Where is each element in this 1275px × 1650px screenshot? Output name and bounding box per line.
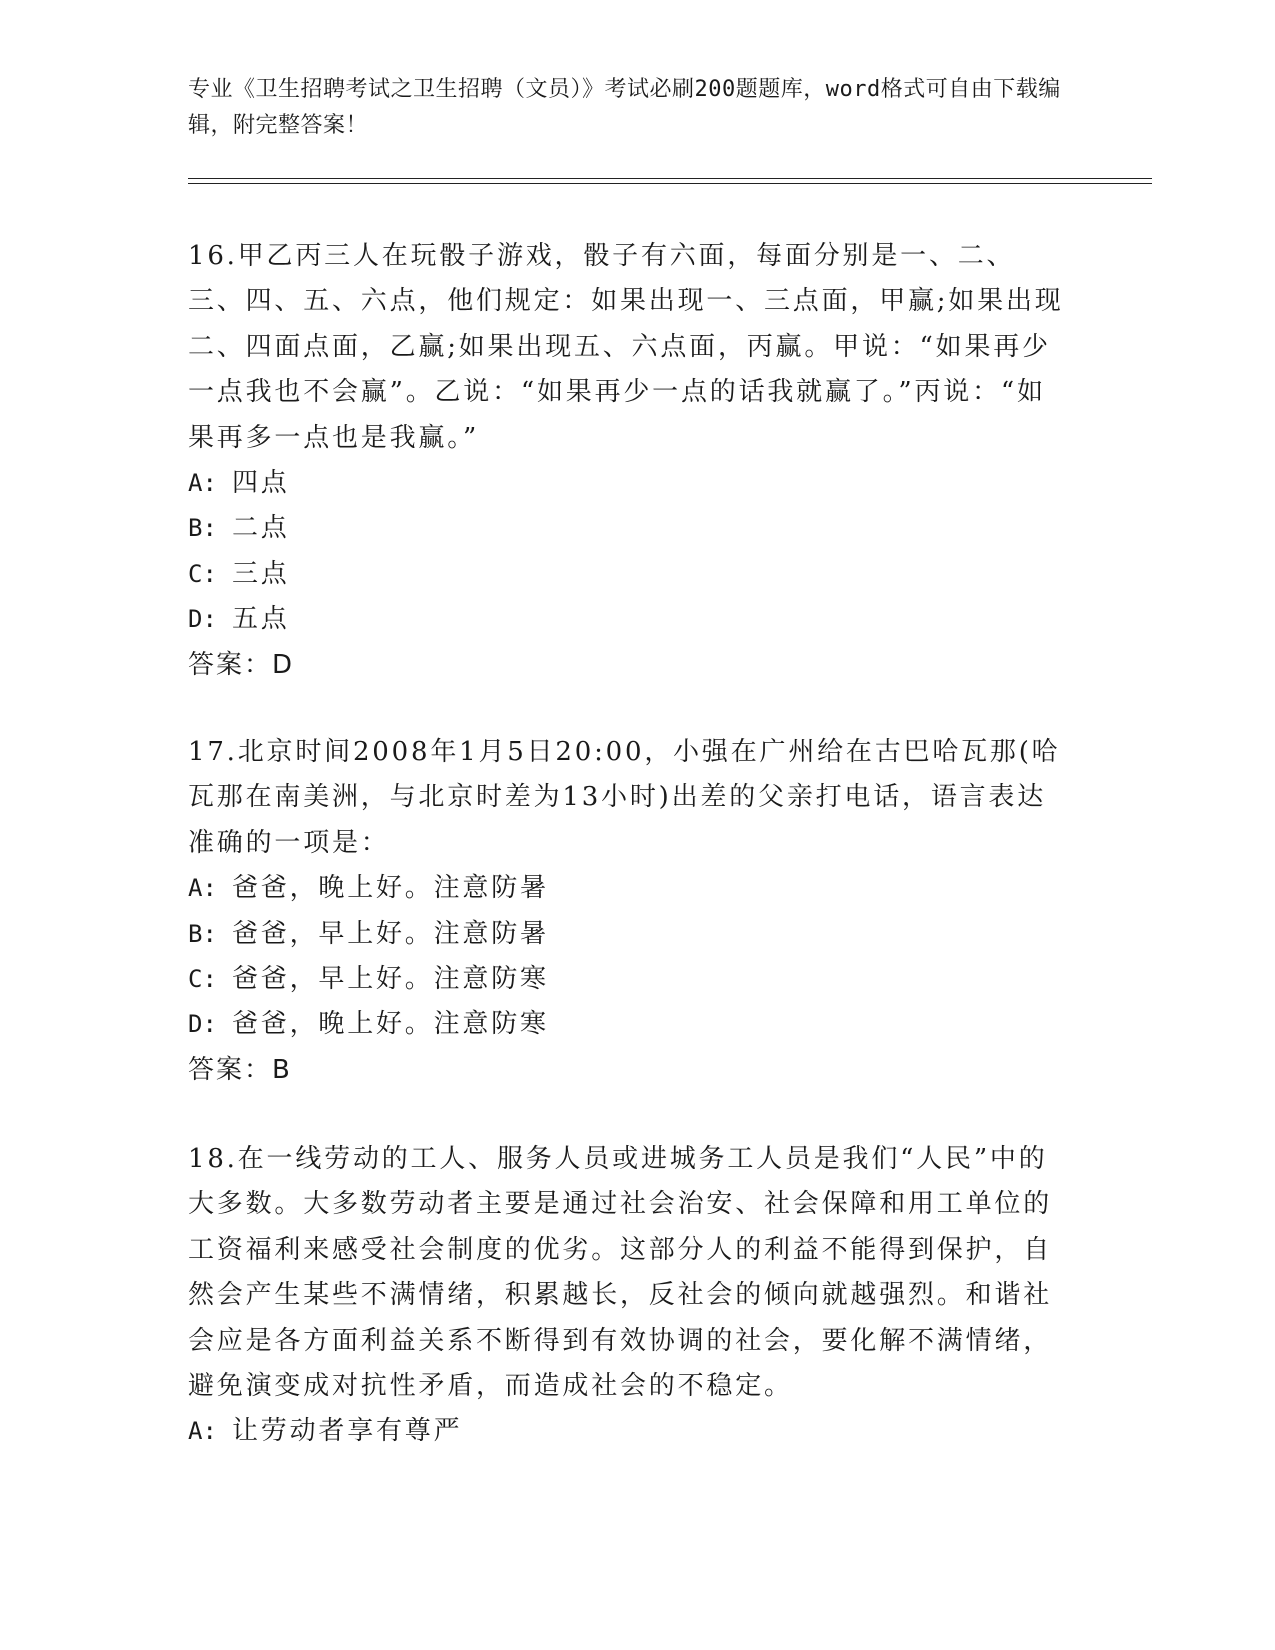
- option-letter: A:: [188, 1417, 217, 1446]
- option-letter: D:: [188, 605, 217, 634]
- option-letter: D:: [188, 1010, 217, 1039]
- option-b: [188, 912, 1068, 957]
- option-d: [188, 597, 1068, 642]
- question-text: 18.在一线劳动的工人、服务人员或进城务工人员是我们“人民”中的大多数。大多数劳动者主要是通过社会治安、社会保障和用工单位的工资福利来感受社会制度的优劣。这部分人的利益不能得到保护，自然会产生某些不满情绪，积累越长，反社会的倾向就越强烈。和谐社会应是各方面利益关系不断得到有效协调的社会，要化解不满情绪，避免演变成对抗性矛盾，而造成社会的不稳定。: [188, 1144, 1053, 1402]
- option-text: 三点: [232, 558, 290, 589]
- option-letter: A:: [188, 469, 217, 498]
- option-d: [188, 1002, 1068, 1047]
- option-letter: C:: [188, 559, 217, 588]
- option-text: 二点: [232, 513, 290, 544]
- option-letter: B:: [188, 514, 217, 543]
- question-17: [188, 730, 1068, 1093]
- option-text: 爸爸，早上好。注意防寒: [232, 964, 549, 995]
- option-letter: B:: [188, 919, 217, 948]
- option-letter: C:: [188, 965, 217, 994]
- question-text: 16.甲乙丙三人在玩骰子游戏，骰子有六面，每面分别是一、二、三、四、五、六点，他们规定：如果出现一、三点面，甲赢;如果出现二、四面点面，乙赢;如果出现五、六点面，丙赢。甲说：“如果再少一点我也不会赢”。乙说：“如果再少一点的话我就赢了。”丙说：“如果再多一点也是我赢。”: [188, 241, 1064, 453]
- question-18: [188, 1137, 1068, 1455]
- document-header: 专业《卫生招聘考试之卫生招聘（文员）》考试必刷200题题库，word格式可自由下载编辑，附完整答案！: [188, 77, 1061, 138]
- header-divider-top: [188, 178, 1152, 179]
- option-a: [188, 1409, 1068, 1454]
- option-letter: A:: [188, 874, 217, 903]
- question-text: 17.北京时间2008年1月5日20:00，小强在广州给在古巴哈瓦那(哈瓦那在南美洲，与北京时差为13小时)出差的父亲打电话，语言表达准确的一项是：: [188, 737, 1061, 858]
- option-text: 爸爸，晚上好。注意防暑: [232, 873, 549, 904]
- answer-line: 答案：D: [188, 649, 295, 680]
- option-text: 让劳动者享有尊严: [232, 1416, 463, 1447]
- option-text: 五点: [232, 604, 290, 635]
- answer-line: 答案：B: [188, 1054, 292, 1085]
- option-a: [188, 461, 1068, 506]
- option-text: 四点: [232, 468, 290, 499]
- option-text: 爸爸，早上好。注意防暑: [232, 918, 549, 949]
- option-c: [188, 957, 1068, 1002]
- option-text: 爸爸，晚上好。注意防寒: [232, 1009, 549, 1040]
- question-16: [188, 234, 1068, 688]
- option-b: [188, 506, 1068, 551]
- option-a: [188, 866, 1068, 911]
- option-c: [188, 552, 1068, 597]
- header-divider-bottom: [188, 183, 1152, 184]
